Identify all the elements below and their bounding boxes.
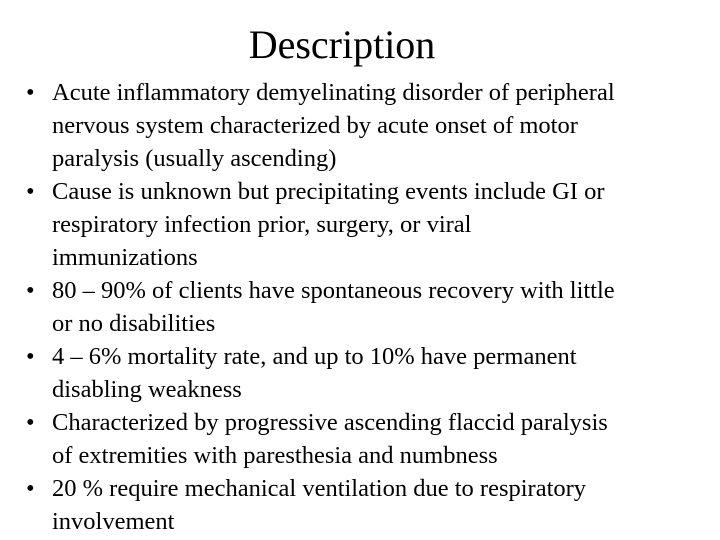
bullet-text-line: respiratory infection prior, surgery, or viral [52,211,472,238]
bullet-item [22,406,712,472]
bullet-icon: • [26,343,35,370]
bullet-text-line: 20 % require mechanical ventilation due to respiratory [52,475,587,502]
bullet-list [22,76,712,538]
bullet-text-line: Characterized by progressive ascending flaccid paralysis [52,409,608,436]
slide-title: Description [248,22,436,67]
bullet-item [22,76,712,175]
bullet-item [22,175,712,274]
bullet-text-line: 4 – 6% mortality rate, and up to 10% have permanent [52,343,577,370]
bullet-icon: • [26,277,35,304]
bullet-text-line: involvement [52,508,175,535]
bullet-text-line: disabling weakness [52,376,242,403]
bullet-item [22,274,712,340]
bullet-icon: • [26,178,35,205]
bullet-text-line: 80 – 90% of clients have spontaneous recovery with little [52,277,615,304]
bullet-icon: • [26,79,35,106]
bullet-text-line: Acute inflammatory demyelinating disorder of peripheral [52,79,615,106]
bullet-text-line: of extremities with paresthesia and numbness [52,442,498,469]
bullet-item [22,340,712,406]
bullet-item [22,472,712,538]
bullet-text-line: nervous system characterized by acute onset of motor [52,112,578,139]
bullet-text-line: immunizations [52,244,198,271]
bullet-icon: • [26,409,35,436]
bullet-icon: • [26,475,35,502]
bullet-text-line: Cause is unknown but precipitating events include GI or [52,178,605,205]
bullet-text-line: or no disabilities [52,310,216,337]
bullet-text-line: paralysis (usually ascending) [52,145,337,172]
